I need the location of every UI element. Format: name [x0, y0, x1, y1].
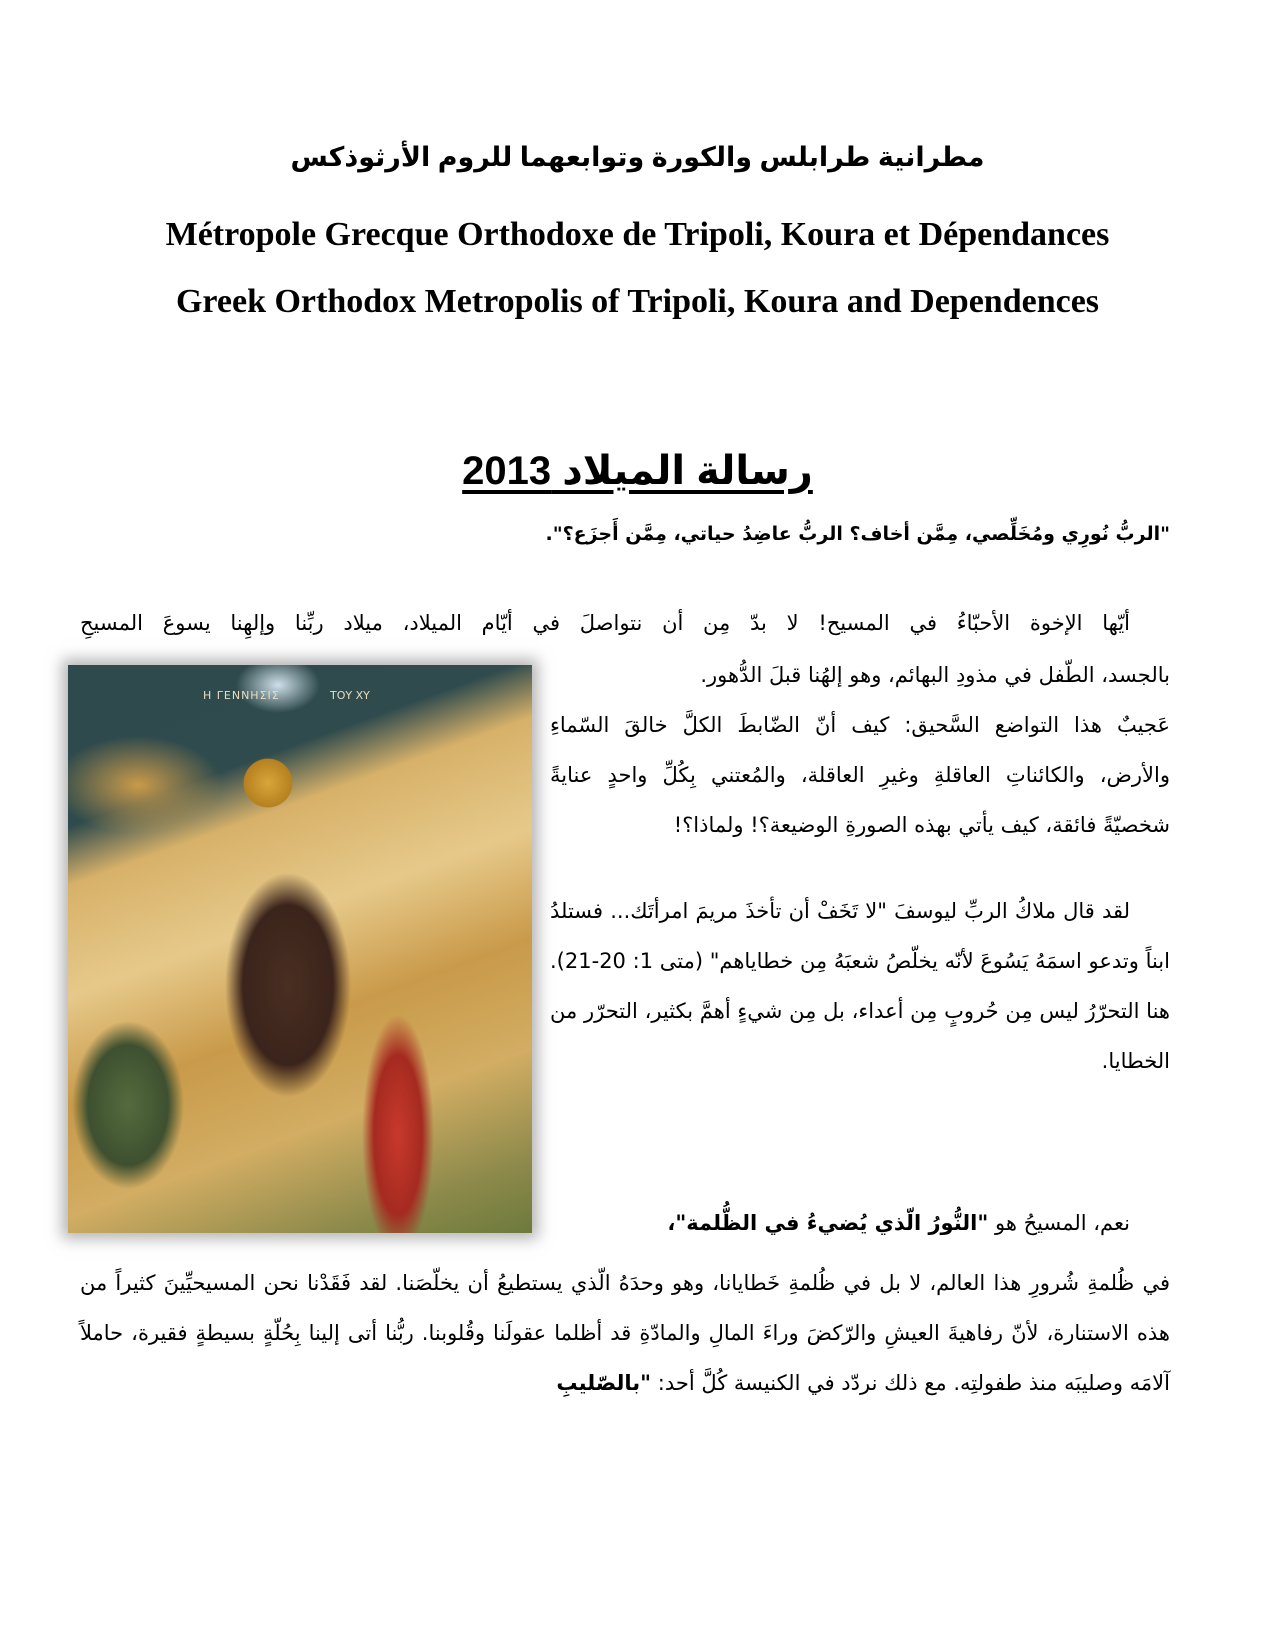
- paragraph-4-rest: في ظُلمةِ شُرورِ هذا العالم، لا بل في ظُلمةِ خَطايانا، وهو وحدَهُ الّذي يستطيعُ أن يخلّصَنا. لقد فَقَدْنا نحن المسيحيِّينَ كثيراً من هذه الاستنارة، لأنّ رفاهيةَ العيشِ والرّكضَ وراءَ المالِ والمادّةِ قد أظلما عقولَنا وقُلوبنا. ربُّنا أتى إلينا بِحُلّةٍ بسيطةٍ فقيرة، حاملاً آلامَه وصليبَه منذ طفولتِه. مع ذلك نردّد في الكنيسة كُلَّ أحد:: [80, 1271, 1170, 1395]
- icon-caption-left: Η ΓΕΝΝΗΣΙΣ: [203, 689, 280, 702]
- paragraph-4-bold-end: "بالصّليبِ: [556, 1371, 652, 1395]
- paragraph-4-intro-text: نعم، المسيحُ هو: [988, 1211, 1130, 1235]
- paragraph-4-quote: "النُّورُ الّذي يُضيءُ في الظُّلمة"،: [667, 1211, 989, 1235]
- header-french: Métropole Grecque Orthodoxe de Tripoli, Koura et Dépendances: [165, 216, 1110, 253]
- icon-caption-right: ΤΟΥ ΧΥ: [330, 689, 370, 702]
- page-title: رسالة الميلاد 2013: [462, 449, 813, 493]
- header-arabic: مطرانية طرابلس والكورة وتوابعهما للروم الأرثوذكس: [290, 142, 985, 172]
- paragraph-4: [80, 1211, 1170, 1408]
- paragraph-4-intro: [550, 1198, 1170, 1248]
- side-column-text: [550, 650, 1170, 1122]
- nativity-icon-image: [68, 665, 532, 1233]
- epigraph-quote: "الربُّ نُورِي ومُخَلِّصي، مِمَّن أخاف؟ الربُّ عاضِدُ حياتي، مِمَّن أَجزَع؟".: [545, 523, 1170, 545]
- paragraph-1-line-1: أيّها الإخوة الأحبّاءُ في المسيح! لا بدّ مِن أن نتواصلَ في أيّام الميلاد، ميلاد ربِّنا وإلهِنا يسوعَ المسيحِ: [80, 611, 1130, 635]
- paragraph-4-body: [80, 1258, 1170, 1408]
- header-english: Greek Orthodox Metropolis of Tripoli, Koura and Dependences: [175, 283, 1100, 320]
- paragraph-1-rest: بالجسد، الطّفل في مذودِ البهائم، وهو إلهُنا قبلَ الدُّهور.: [700, 663, 1170, 687]
- paragraph-2: عَجيبٌ هذا التواضع السَّحيق: كيف أنّ الضّابطَ الكلَّ خالقَ السّماءِ والأرض، والكائناتِ العاقلةِ وغيرِ العاقلة، والمُعتني بِكُلِّ واحدٍ عنايةً شخصيّةً فائقة، كيف يأتي بهذه الصورةِ الوضيعة؟! ولماذا؟!: [550, 713, 1170, 837]
- paragraph-gap: [550, 1086, 1170, 1122]
- paragraph-gap: [550, 850, 1170, 886]
- paragraph-3: لقد قال ملاكُ الربِّ ليوسفَ "لا تَخَفْ أن تأخذَ مريمَ امرأتَك... فستلدُ ابناً وتدعو اسمَهُ يَسُوعَ لأنّه يخلّصُ شعبَهُ مِن خطاياهم" (متى 1: 20-21). هنا التحرّرُ ليس مِن حُروبٍ مِن أعداء، بل مِن شيءٍ أهمَّ بكثير، التحرّر من الخطايا.: [550, 899, 1170, 1073]
